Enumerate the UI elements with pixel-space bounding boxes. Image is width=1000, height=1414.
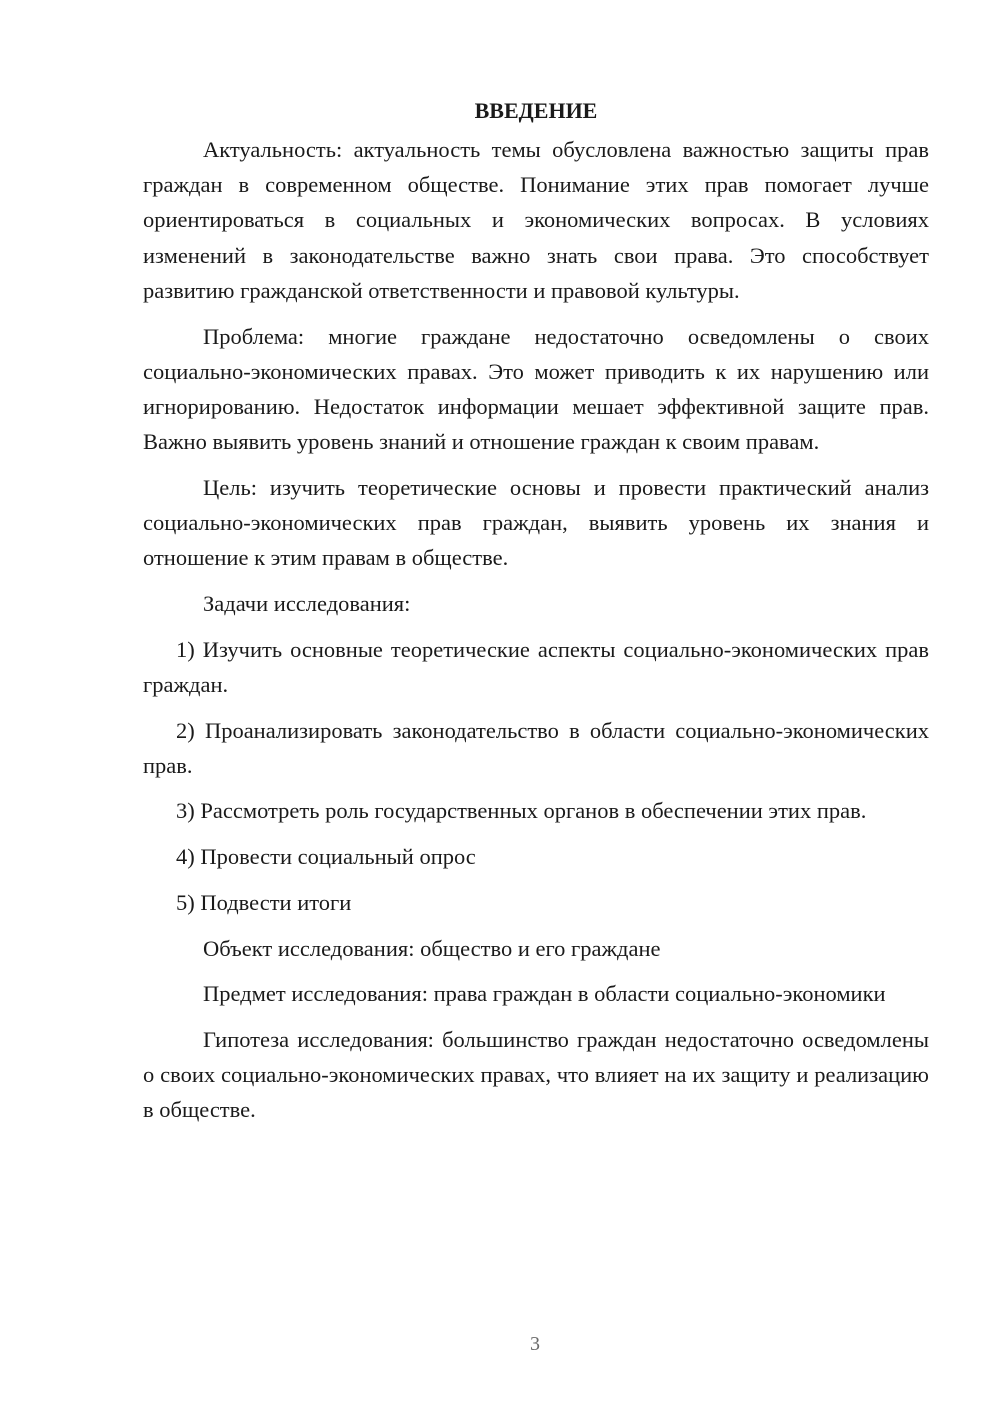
task-item-5: 5) Подвести итоги xyxy=(176,889,352,915)
task-item-2: 2) Проанализировать законодательство в области социально-экономических прав. xyxy=(143,717,929,778)
page-number: 3 xyxy=(530,1333,540,1355)
tasks-heading: Задачи исследования: xyxy=(203,590,411,616)
subject-paragraph: Предмет исследования: права граждан в области социально-экономики xyxy=(203,981,886,1007)
problem-paragraph: Проблема: многие граждане недостаточно осведомлены о своих социально-экономических правах. Это может приводить к их нарушению или игнорированию. Недостаток информации мешает эффективной защите прав. Важно выявить уровень знаний и отношение граждан к своим правам. xyxy=(143,323,929,455)
task-item-4: 4) Провести социальный опрос xyxy=(176,844,476,870)
object-paragraph: Объект исследования: общество и его граждане xyxy=(203,935,661,961)
task-item-3: 3) Рассмотреть роль государственных органов в обеспечении этих прав. xyxy=(176,798,867,824)
page-content xyxy=(143,94,929,1138)
goal-paragraph: Цель: изучить теоретические основы и провести практический анализ социально-экономических прав граждан, выявить уровень их знания и отношение к этим правам в обществе. xyxy=(143,474,929,571)
relevance-paragraph: Актуальность: актуальность темы обусловлена важностью защиты прав граждан в современном обществе. Понимание этих прав помогает лучше ориентироваться в социальных и экономических вопросах. В условиях изменений в законодательстве важно знать свои права. Это способствует развитию гражданской ответственности и правовой культуры. xyxy=(143,137,929,303)
hypothesis-paragraph: Гипотеза исследования: большинство граждан недостаточно осведомлены о своих социально-экономических правах, что влияет на их защиту и реализацию в обществе. xyxy=(143,1026,929,1123)
task-item-1: 1) Изучить основные теоретические аспекты социально-экономических прав граждан. xyxy=(143,636,929,697)
section-title: ВВЕДЕНИЕ xyxy=(474,98,598,123)
